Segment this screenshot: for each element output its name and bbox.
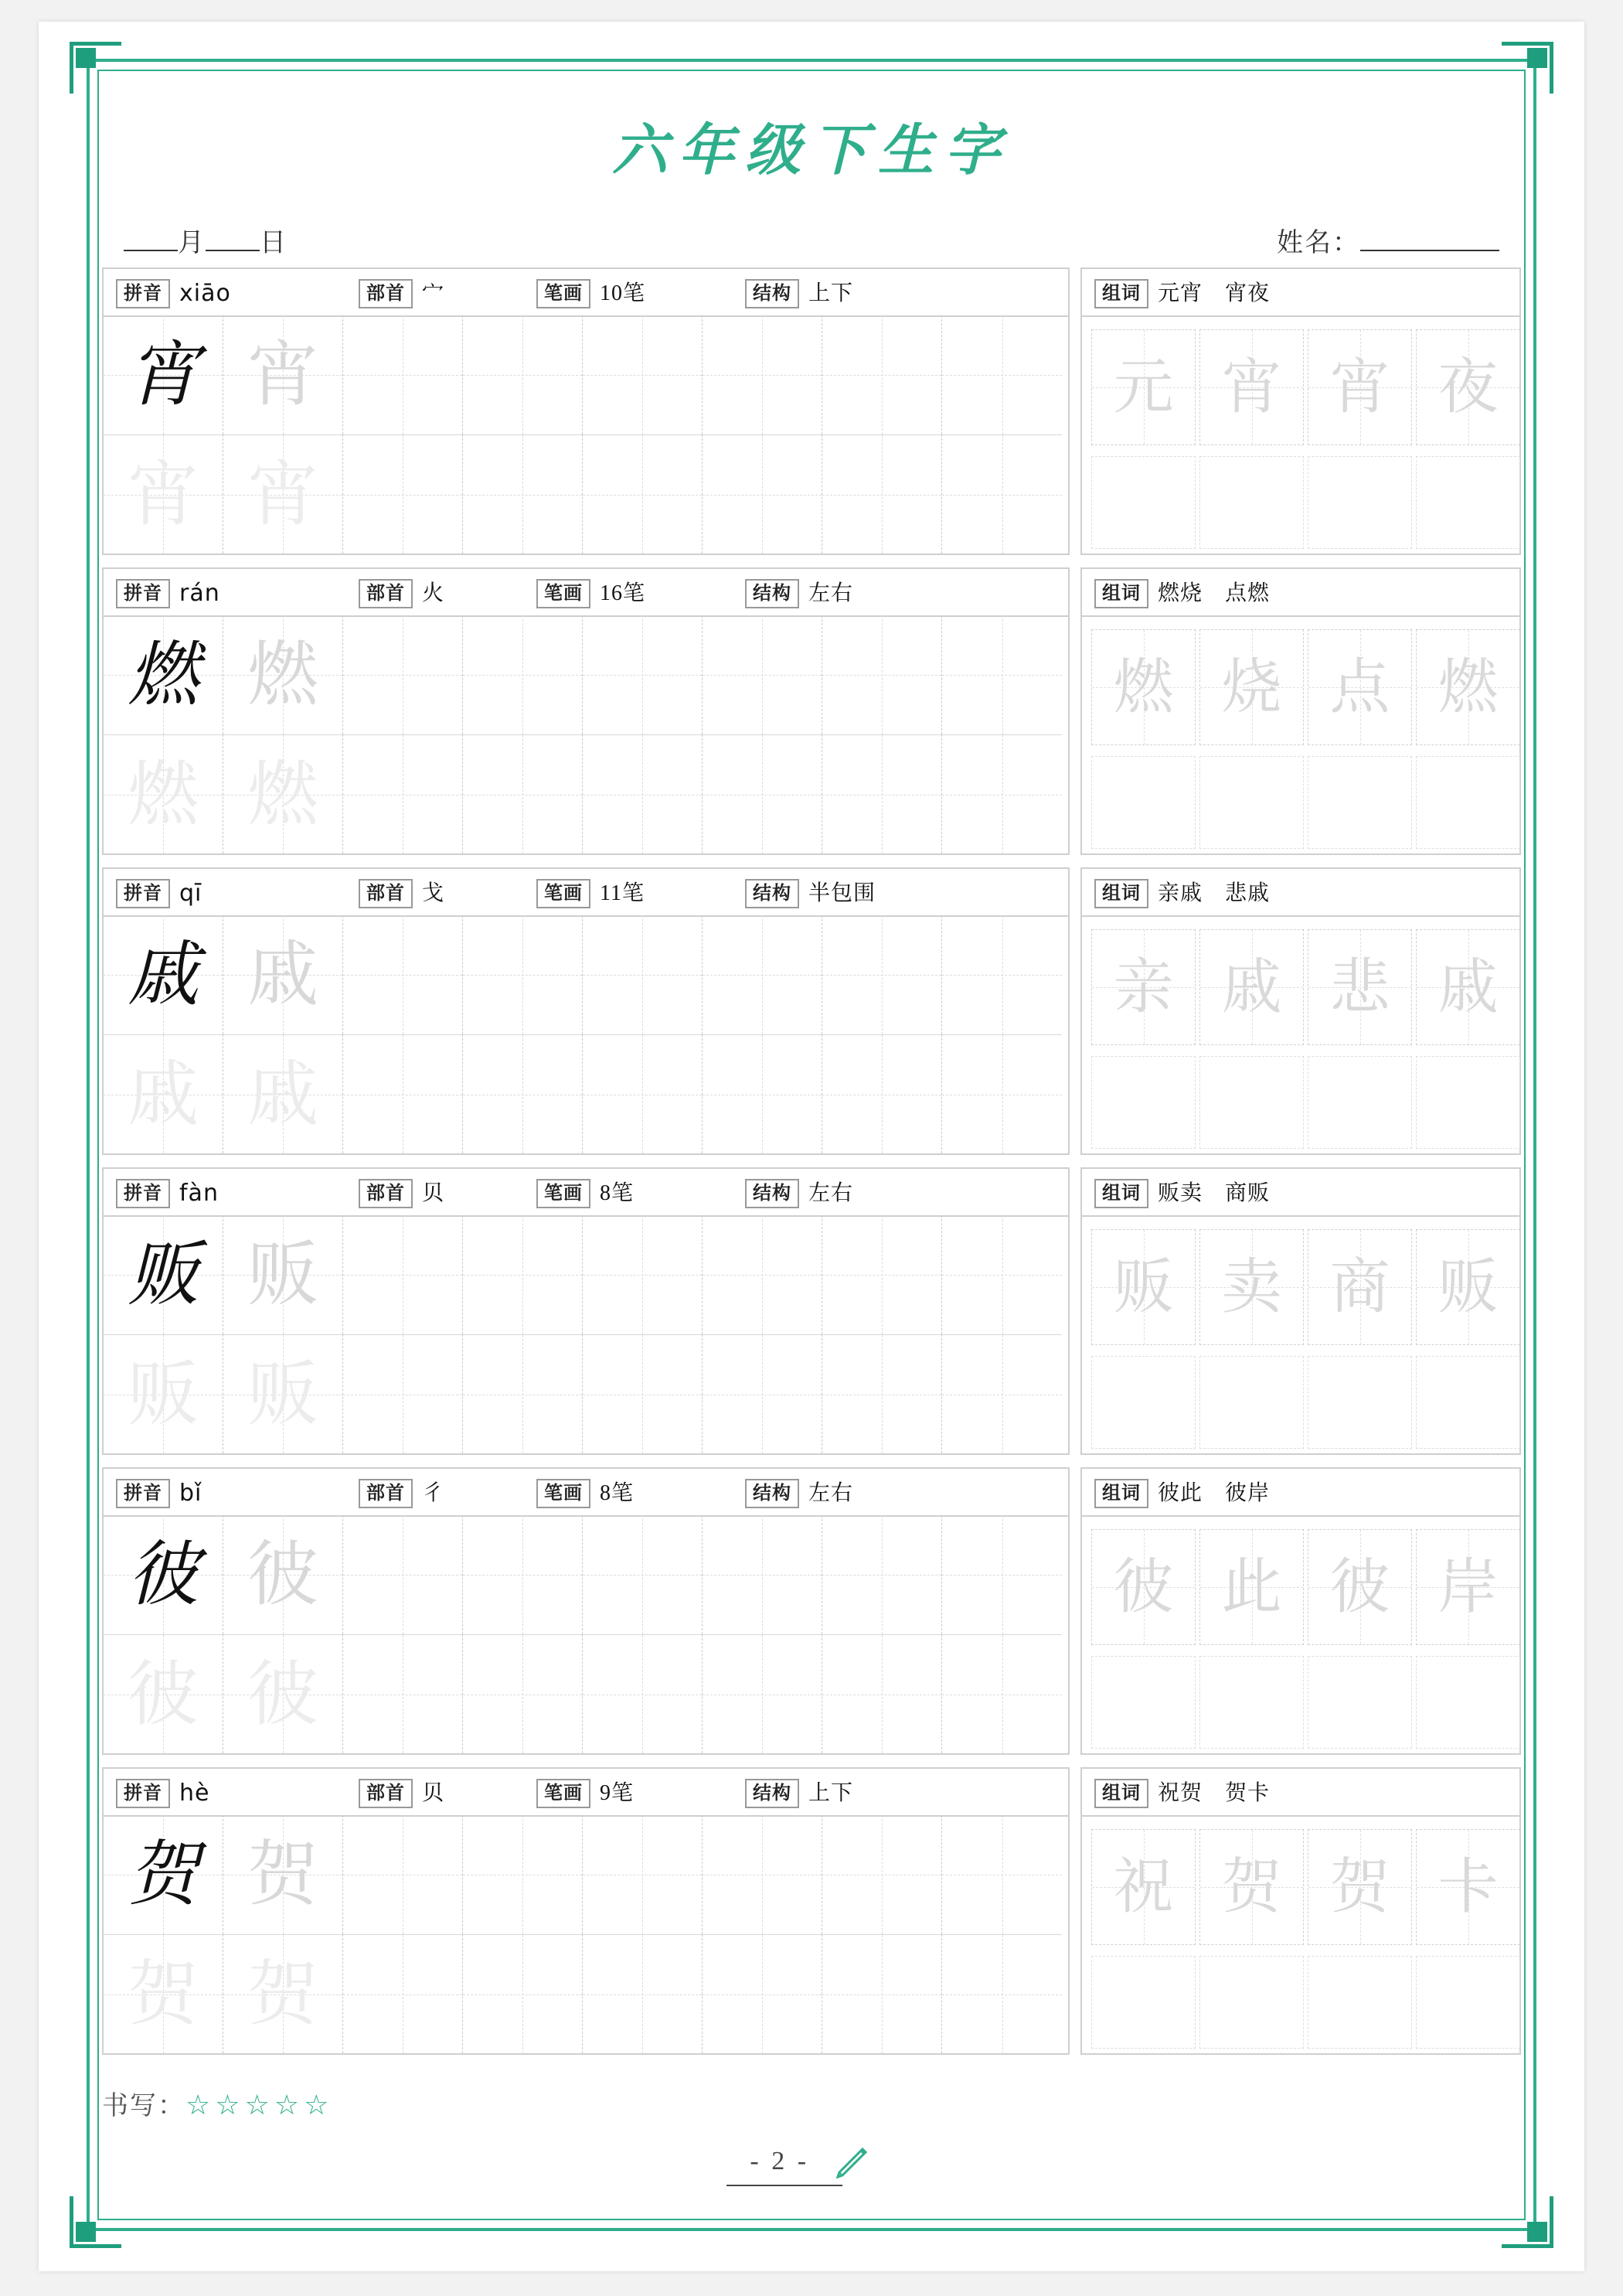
words-info-bar bbox=[1082, 1169, 1519, 1217]
trace-character: 贺 bbox=[247, 1835, 318, 1914]
trace-character: 彼 bbox=[247, 1535, 318, 1614]
entry-row bbox=[102, 1167, 1521, 1455]
radical-field bbox=[359, 1179, 444, 1208]
words-field bbox=[1094, 279, 1270, 308]
word-character: 卡 bbox=[1438, 1853, 1499, 1920]
structure-field bbox=[745, 1179, 853, 1208]
corner-dot-bottom-right bbox=[1527, 2222, 1547, 2242]
radical-tag: 部首 bbox=[359, 1479, 413, 1508]
word-character: 贺 bbox=[1329, 1853, 1390, 1920]
radical-field bbox=[359, 879, 444, 908]
strokes-tag: 笔画 bbox=[536, 1779, 590, 1808]
strokes-tag: 笔画 bbox=[536, 1479, 590, 1508]
practice-box bbox=[102, 1167, 1070, 1455]
trace-character: 贩 bbox=[127, 1354, 199, 1434]
radical-tag: 部首 bbox=[359, 579, 413, 608]
strokes-field bbox=[536, 579, 645, 608]
strokes-value: 8笔 bbox=[600, 1481, 635, 1505]
words-box bbox=[1080, 1767, 1521, 2055]
info-bar bbox=[104, 869, 1068, 917]
structure-tag: 结构 bbox=[745, 1179, 799, 1208]
model-character: 燃 bbox=[127, 635, 199, 714]
pinyin-tag: 拼音 bbox=[116, 579, 170, 608]
words-grid[interactable] bbox=[1082, 315, 1519, 554]
word-character: 宵 bbox=[1221, 353, 1282, 421]
words-info-bar bbox=[1082, 869, 1519, 917]
words-value: 祝贺 贺卡 bbox=[1158, 1781, 1271, 1805]
practice-grid-row[interactable] bbox=[104, 315, 1068, 434]
words-value: 亲戚 悲戚 bbox=[1158, 881, 1271, 905]
word-character: 元 bbox=[1113, 353, 1174, 421]
trace-character: 贺 bbox=[127, 1954, 199, 2034]
words-field bbox=[1094, 1479, 1270, 1508]
pinyin-tag: 拼音 bbox=[116, 879, 170, 908]
trace-character: 宵 bbox=[247, 455, 318, 534]
pinyin-tag: 拼音 bbox=[116, 1179, 170, 1208]
radical-value: 贝 bbox=[422, 1781, 445, 1805]
words-grid[interactable] bbox=[1082, 915, 1519, 1153]
model-character: 彼 bbox=[127, 1535, 199, 1614]
practice-box bbox=[102, 1467, 1070, 1755]
word-character: 彼 bbox=[1113, 1553, 1174, 1620]
pinyin-field bbox=[116, 279, 231, 308]
words-tag: 组词 bbox=[1094, 279, 1148, 308]
pinyin-field bbox=[116, 1179, 219, 1208]
structure-tag: 结构 bbox=[745, 279, 799, 308]
practice-grid[interactable] bbox=[104, 615, 1068, 853]
entry-row bbox=[102, 1467, 1521, 1755]
words-value: 燃烧 点燃 bbox=[1158, 581, 1271, 605]
structure-value: 左右 bbox=[808, 581, 854, 605]
entry-row bbox=[102, 267, 1521, 555]
words-info-bar bbox=[1082, 1469, 1519, 1517]
name-field[interactable] bbox=[1277, 221, 1499, 259]
page-title: 六年级下生字 bbox=[611, 120, 1011, 182]
strokes-tag: 笔画 bbox=[536, 1179, 590, 1208]
structure-value: 左右 bbox=[808, 1181, 854, 1205]
words-grid[interactable] bbox=[1082, 1215, 1519, 1453]
structure-field bbox=[745, 1479, 853, 1508]
trace-character: 燃 bbox=[247, 635, 318, 714]
worksheet-page bbox=[39, 22, 1584, 2271]
trace-character: 彼 bbox=[247, 1654, 318, 1734]
practice-grid-row[interactable] bbox=[104, 1334, 1068, 1453]
words-field bbox=[1094, 579, 1270, 608]
word-character: 贩 bbox=[1113, 1253, 1174, 1320]
words-tag: 组词 bbox=[1094, 1479, 1148, 1508]
radical-value: 火 bbox=[422, 581, 445, 605]
words-field bbox=[1094, 1179, 1270, 1208]
words-info-bar bbox=[1082, 569, 1519, 617]
pinyin-value: bǐ bbox=[179, 1480, 202, 1507]
strokes-value: 10笔 bbox=[600, 281, 646, 305]
structure-field bbox=[745, 579, 853, 608]
words-box bbox=[1080, 867, 1521, 1155]
corner-dot-bottom-left bbox=[76, 2222, 96, 2242]
words-grid[interactable] bbox=[1082, 1815, 1519, 2053]
words-tag: 组词 bbox=[1094, 1779, 1148, 1808]
structure-field bbox=[745, 279, 853, 308]
practice-grid[interactable] bbox=[104, 915, 1068, 1153]
strokes-tag: 笔画 bbox=[536, 879, 590, 908]
practice-grid-row[interactable] bbox=[104, 1934, 1068, 2053]
structure-tag: 结构 bbox=[745, 579, 799, 608]
trace-character: 燃 bbox=[247, 755, 318, 834]
corner-dot-top-left bbox=[76, 48, 96, 68]
word-character: 戚 bbox=[1438, 953, 1499, 1020]
trace-character: 燃 bbox=[127, 755, 199, 834]
structure-field bbox=[745, 879, 876, 908]
trace-character: 宵 bbox=[127, 455, 199, 534]
strokes-field bbox=[536, 1179, 634, 1208]
info-bar bbox=[104, 569, 1068, 617]
pinyin-tag: 拼音 bbox=[116, 279, 170, 308]
rating-row bbox=[102, 2084, 333, 2122]
trace-character: 戚 bbox=[247, 1054, 318, 1134]
corner-dot-top-right bbox=[1527, 48, 1547, 68]
words-box bbox=[1080, 1467, 1521, 1755]
strokes-field bbox=[536, 1479, 634, 1508]
pencil-icon bbox=[830, 2141, 873, 2185]
rating-label: 书写： bbox=[102, 2092, 185, 2121]
radical-value: 戈 bbox=[422, 881, 445, 905]
words-field bbox=[1094, 879, 1270, 908]
strokes-field bbox=[536, 1779, 634, 1808]
pinyin-tag: 拼音 bbox=[116, 1479, 170, 1508]
radical-field bbox=[359, 279, 444, 308]
info-bar bbox=[104, 1769, 1068, 1817]
model-character: 戚 bbox=[127, 935, 199, 1014]
page-number bbox=[39, 2141, 1584, 2185]
structure-tag: 结构 bbox=[745, 1479, 799, 1508]
word-character: 祝 bbox=[1113, 1853, 1174, 1920]
words-grid[interactable] bbox=[1082, 1515, 1519, 1753]
word-character: 贩 bbox=[1438, 1253, 1499, 1320]
practice-grid[interactable] bbox=[104, 1815, 1068, 2053]
practice-grid-row[interactable] bbox=[104, 1215, 1068, 1334]
radical-tag: 部首 bbox=[359, 1779, 413, 1808]
entry-row bbox=[102, 1767, 1521, 2055]
strokes-field bbox=[536, 879, 645, 908]
rating-stars[interactable]: ☆☆☆☆☆ bbox=[185, 2090, 334, 2121]
pinyin-field bbox=[116, 1479, 202, 1508]
page-number-underline bbox=[726, 2185, 842, 2186]
radical-tag: 部首 bbox=[359, 279, 413, 308]
meta-row bbox=[124, 221, 1499, 260]
word-character: 彼 bbox=[1329, 1553, 1390, 1620]
words-grid[interactable] bbox=[1082, 615, 1519, 853]
practice-box bbox=[102, 1767, 1070, 2055]
radical-field bbox=[359, 1779, 444, 1808]
practice-grid-row[interactable] bbox=[104, 434, 1068, 554]
pinyin-value: xiāo bbox=[179, 280, 231, 307]
pinyin-tag: 拼音 bbox=[116, 1779, 170, 1808]
trace-character: 贩 bbox=[247, 1354, 318, 1434]
entry-row bbox=[102, 567, 1521, 855]
model-character: 贩 bbox=[127, 1235, 199, 1314]
words-tag: 组词 bbox=[1094, 879, 1148, 908]
word-character: 商 bbox=[1329, 1253, 1390, 1320]
model-character: 贺 bbox=[127, 1835, 199, 1914]
radical-value: 宀 bbox=[422, 281, 445, 305]
structure-value: 上下 bbox=[808, 281, 854, 305]
radical-value: 彳 bbox=[422, 1481, 445, 1505]
structure-value: 半包围 bbox=[808, 881, 876, 905]
strokes-field bbox=[536, 279, 645, 308]
word-character: 亲 bbox=[1113, 953, 1174, 1020]
words-tag: 组词 bbox=[1094, 1179, 1148, 1208]
word-character: 宵 bbox=[1329, 353, 1390, 421]
pinyin-field bbox=[116, 879, 202, 908]
words-value: 元宵 宵夜 bbox=[1158, 281, 1271, 305]
radical-tag: 部首 bbox=[359, 879, 413, 908]
strokes-value: 11笔 bbox=[600, 881, 645, 905]
word-character: 贺 bbox=[1221, 1853, 1282, 1920]
word-character: 夜 bbox=[1438, 353, 1499, 421]
words-info-bar bbox=[1082, 1769, 1519, 1817]
word-character: 点 bbox=[1329, 653, 1390, 720]
practice-grid-row[interactable] bbox=[104, 734, 1068, 853]
practice-grid-row[interactable] bbox=[104, 1815, 1068, 1934]
info-bar bbox=[104, 1169, 1068, 1217]
practice-grid-row[interactable] bbox=[104, 1634, 1068, 1753]
date-field[interactable] bbox=[124, 221, 288, 259]
practice-box bbox=[102, 267, 1070, 555]
pinyin-field bbox=[116, 579, 220, 608]
structure-tag: 结构 bbox=[745, 1779, 799, 1808]
pinyin-field bbox=[116, 1779, 209, 1808]
words-box bbox=[1080, 267, 1521, 555]
entries-container bbox=[102, 267, 1521, 2067]
word-character: 卖 bbox=[1221, 1253, 1282, 1320]
pinyin-value: rán bbox=[179, 580, 220, 607]
practice-box bbox=[102, 867, 1070, 1155]
model-character: 宵 bbox=[127, 336, 199, 414]
name-label: 姓名： bbox=[1277, 229, 1360, 257]
word-character: 戚 bbox=[1221, 953, 1282, 1020]
pinyin-value: fàn bbox=[179, 1180, 219, 1207]
practice-grid[interactable] bbox=[104, 1515, 1068, 1753]
words-info-bar bbox=[1082, 269, 1519, 317]
entry-row bbox=[102, 867, 1521, 1155]
trace-character: 戚 bbox=[127, 1054, 199, 1134]
info-bar bbox=[104, 1469, 1068, 1517]
structure-value: 上下 bbox=[808, 1781, 854, 1805]
pinyin-value: qī bbox=[179, 880, 202, 907]
practice-box bbox=[102, 567, 1070, 855]
words-tag: 组词 bbox=[1094, 579, 1148, 608]
words-value: 贩卖 商贩 bbox=[1158, 1181, 1271, 1205]
date-day-label: 日 bbox=[260, 229, 288, 257]
words-field bbox=[1094, 1779, 1270, 1808]
word-character: 此 bbox=[1221, 1553, 1282, 1620]
practice-grid-row[interactable] bbox=[104, 1034, 1068, 1153]
strokes-value: 8笔 bbox=[600, 1181, 635, 1205]
radical-value: 贝 bbox=[422, 1181, 445, 1205]
practice-grid-row[interactable] bbox=[104, 1515, 1068, 1634]
practice-grid-row[interactable] bbox=[104, 615, 1068, 734]
structure-value: 左右 bbox=[808, 1481, 854, 1505]
radical-field bbox=[359, 1479, 444, 1508]
radical-field bbox=[359, 579, 444, 608]
strokes-tag: 笔画 bbox=[536, 579, 590, 608]
trace-character: 戚 bbox=[247, 935, 318, 1014]
strokes-tag: 笔画 bbox=[536, 279, 590, 308]
words-value: 彼此 彼岸 bbox=[1158, 1481, 1271, 1505]
words-box bbox=[1080, 567, 1521, 855]
word-character: 燃 bbox=[1438, 653, 1499, 720]
trace-character: 贩 bbox=[247, 1235, 318, 1314]
word-character: 燃 bbox=[1113, 653, 1174, 720]
word-character: 烧 bbox=[1221, 653, 1282, 720]
strokes-value: 16笔 bbox=[600, 581, 646, 605]
strokes-value: 9笔 bbox=[600, 1781, 635, 1805]
words-box bbox=[1080, 1167, 1521, 1455]
structure-tag: 结构 bbox=[745, 879, 799, 908]
practice-grid[interactable] bbox=[104, 1215, 1068, 1453]
page-number-text: - 2 - bbox=[750, 2146, 810, 2175]
word-character: 岸 bbox=[1438, 1553, 1499, 1620]
info-bar bbox=[104, 269, 1068, 317]
pinyin-value: hè bbox=[179, 1780, 210, 1807]
trace-character: 贺 bbox=[247, 1954, 318, 2034]
structure-field bbox=[745, 1779, 853, 1808]
word-character: 悲 bbox=[1329, 953, 1390, 1020]
trace-character: 彼 bbox=[127, 1654, 199, 1734]
date-month-label: 月 bbox=[178, 229, 206, 257]
practice-grid[interactable] bbox=[104, 315, 1068, 554]
trace-character: 宵 bbox=[247, 336, 318, 414]
practice-grid-row[interactable] bbox=[104, 915, 1068, 1034]
radical-tag: 部首 bbox=[359, 1179, 413, 1208]
